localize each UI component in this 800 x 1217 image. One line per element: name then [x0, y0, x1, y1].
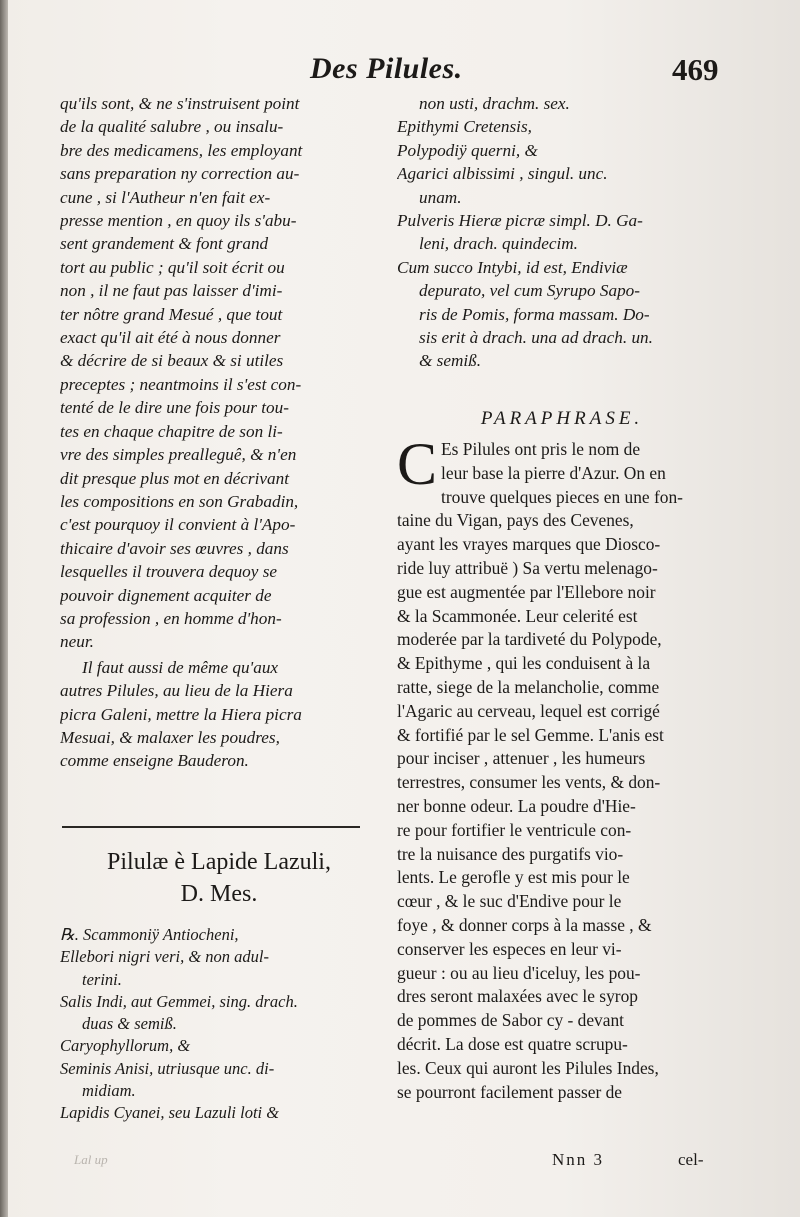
text-line: dres seront malaxées avec le syrop	[397, 986, 638, 1007]
text-line: décrit. La dose est quatre scrupu-	[397, 1033, 628, 1054]
ingredient-line: Ellebori nigri veri, & non adul-	[60, 947, 269, 967]
ingredient-line: Epithymi Cretensis,	[397, 117, 532, 137]
ingredient-line: ris de Pomis, forma massam. Do-	[419, 304, 650, 324]
text-line: exact qu'il ait été à nous donner	[60, 328, 281, 348]
ingredient-line: Pulveris Hieræ picræ simpl. D. Ga-	[397, 211, 643, 231]
ingredient-line: unam.	[419, 187, 462, 207]
ingredient-line: Seminis Anisi, utriusque unc. di-	[60, 1058, 275, 1078]
text-line: moderée par la tardiveté du Polypode,	[397, 629, 662, 650]
ingredient-line: Polypodiÿ querni, &	[397, 140, 538, 160]
text-line: Es Pilules ont pris le nom de	[441, 439, 641, 459]
ingredient-line: ℞. Scammoniÿ Antiocheni,	[60, 925, 239, 944]
text-line: bre des medicamens, les employant	[60, 140, 303, 160]
text-line: comme enseigne Bauderon.	[60, 751, 249, 771]
ingredient-line: Agarici albissimi , singul. unc.	[397, 164, 608, 184]
text-line: cune , si l'Autheur n'en fait ex-	[60, 187, 271, 207]
text-line: de pommes de Sabor cy - devant	[397, 1010, 624, 1031]
text-line: thicaire d'avoir ses œuvres , dans	[60, 538, 289, 558]
text-line: neur.	[60, 632, 94, 652]
text-line: pour inciser , attenuer , les humeurs	[397, 748, 646, 769]
text-line: terrestres, consumer les vents, & don-	[397, 772, 661, 793]
text-line: lents. Le gerofle y est mis pour le	[397, 867, 630, 888]
text-line: sans preparation ny correction au-	[60, 164, 300, 184]
bleed-through-text: Lal up	[74, 1152, 108, 1167]
text-line: & décrire de si beaux & si utiles	[60, 351, 284, 371]
page-binding-edge	[0, 0, 8, 1217]
left-ingredient-list	[60, 924, 378, 1125]
text-line: les. Ceux qui auront les Pilules Indes,	[397, 1057, 659, 1078]
text-line: foye , & donner corps à la masse , &	[397, 914, 652, 935]
recipe-title-line-1: Pilulæ è Lapide Lazuli,	[107, 849, 331, 875]
ingredient-line: & semiß.	[419, 351, 482, 371]
text-line: dit presque plus mot en décrivant	[60, 468, 289, 488]
text-line: vre des simples prealleguê, & n'en	[60, 445, 297, 465]
ingredient-line: depurato, vel cum Syrupo Sapo-	[419, 281, 641, 301]
paraphrase-text	[397, 431, 727, 1104]
text-line: cœur , & le suc d'Endive pour le	[397, 891, 622, 912]
left-paragraph-2	[60, 656, 378, 773]
text-line: & fortifié par le sel Gemme. L'anis est	[397, 724, 664, 745]
text-line: taine du Vigan, pays des Cevenes,	[397, 510, 634, 531]
section-rule	[62, 826, 360, 828]
text-line: non , il ne faut pas laisser d'imi-	[60, 281, 283, 301]
ingredient-line: duas & semiß.	[82, 1014, 177, 1034]
text-line: conserver les especes en leur vi-	[397, 938, 622, 959]
running-head: Des Pilules.	[310, 52, 463, 85]
recipe-title-line-2: D. Mes.	[180, 881, 258, 907]
ingredient-line: leni, drach. quindecim.	[419, 234, 578, 254]
text-line: gueur : ou au lieu d'iceluy, les pou-	[397, 962, 641, 983]
signature-mark: Nnn 3	[552, 1150, 605, 1169]
text-line: & la Scammonée. Leur celerité est	[397, 605, 638, 626]
text-line: les compositions en son Grabadin,	[60, 491, 299, 511]
text-line: picra Galeni, mettre la Hiera picra	[60, 704, 302, 724]
text-line: tre la nuisance des purgatifs vio-	[397, 843, 624, 864]
catchword: cel-	[678, 1150, 704, 1169]
text-line: de la qualité salubre , ou insalu-	[60, 117, 284, 137]
right-ingredient-list	[397, 92, 727, 373]
text-line: sent grandement & font grand	[60, 234, 269, 254]
ingredient-line: Lapidis Cyanei, seu Lazuli loti &	[60, 1103, 280, 1123]
text-line: l'Agaric au cerveau, lequel est corrigé	[397, 700, 660, 721]
text-line: se pourront facilement passer de	[397, 1081, 623, 1102]
ingredient-line: non usti, drachm. sex.	[419, 94, 570, 113]
text-line: leur base la pierre d'Azur. On en	[441, 462, 666, 483]
text-line: trouve quelques pieces en une fon-	[441, 486, 683, 507]
ingredient-line: midiam.	[82, 1081, 136, 1101]
text-line: lesquelles il trouvera dequoy se	[60, 562, 278, 582]
text-line: preceptes ; neantmoins il s'est con-	[60, 374, 302, 394]
text-line: autres Pilules, au lieu de la Hiera	[60, 681, 293, 701]
text-line: pouvoir dignement acquiter de	[60, 585, 272, 605]
text-line: ter nôtre grand Mesué , que tout	[60, 304, 283, 324]
text-line: ratte, siege de la melancholie, comme	[397, 676, 660, 697]
text-line: ride luy attribuë ) Sa vertu melenago-	[397, 557, 658, 578]
text-line: qu'ils sont, & ne s'instruisent point	[60, 94, 300, 113]
section-heading: PARAPHRASE.	[480, 408, 644, 429]
ingredient-line: Salis Indi, aut Gemmei, sing. drach.	[60, 991, 298, 1011]
text-line: re pour fortifier le ventricule con-	[397, 819, 632, 840]
text-line: sa profession , en homme d'hon-	[60, 608, 282, 628]
left-paragraph-1	[60, 92, 378, 654]
text-line: tes en chaque chapitre de son li-	[60, 421, 283, 441]
ingredient-line: sis erit à drach. una ad drach. un.	[419, 328, 653, 348]
ingredient-line: Cum succo Intybi, id est, Endiviæ	[397, 257, 628, 277]
left-column	[60, 92, 378, 773]
text-line: tort au public ; qu'il soit écrit ou	[60, 257, 285, 277]
text-line: tenté de le dire une fois pour tou-	[60, 398, 289, 418]
text-line: gue est augmentée par l'Ellebore noir	[397, 581, 656, 602]
text-line: c'est pourquoy il convient à l'Apo-	[60, 515, 296, 535]
drop-cap: C	[397, 431, 438, 497]
text-line: & Epithyme , qui les conduisent à la	[397, 653, 651, 674]
text-line: ner bonne odeur. La poudre d'Hie-	[397, 795, 636, 816]
ingredient-line: terini.	[82, 969, 122, 989]
text-line: Il faut aussi de même qu'aux	[82, 657, 279, 677]
text-line: Mesuai, & malaxer les poudres,	[60, 727, 280, 747]
page-number: 469	[672, 52, 719, 87]
text-line: ayant les vrayes marques que Diosco-	[397, 534, 661, 555]
ingredient-line: Caryophyllorum, &	[60, 1036, 191, 1056]
text-line: presse mention , en quoy ils s'abu-	[60, 211, 297, 231]
recipe-title	[60, 846, 378, 910]
